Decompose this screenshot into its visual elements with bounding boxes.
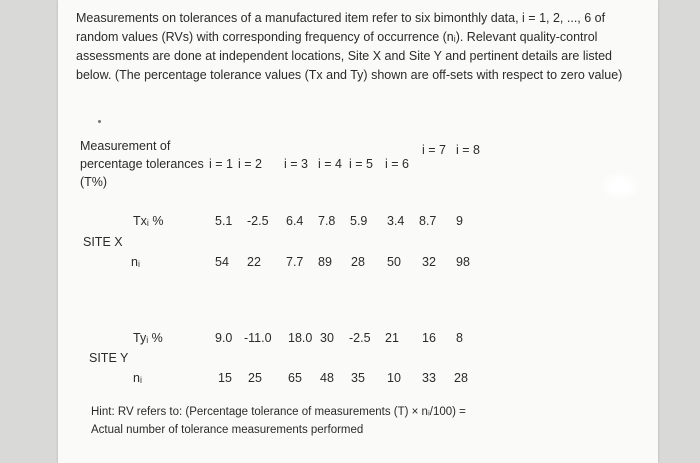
site-y-t-value: 8 <box>456 331 463 345</box>
site-x-t-value: 7.8 <box>318 214 336 228</box>
header-label-line: (T%) <box>80 175 108 189</box>
site-x-t-value: 8.7 <box>419 214 437 228</box>
site-y-n-value: 65 <box>288 371 302 385</box>
intro-line: assessments are done at independent locations, Site X and Site Y and pertinent details are listed <box>76 49 612 63</box>
site-y-t-value: 18.0 <box>288 331 313 345</box>
document-page <box>58 0 658 463</box>
site-y-t-label: Tyᵢ % <box>133 331 163 345</box>
intro-line: Measurements on tolerances of a manufactured item refer to six bimonthly data, i = 1, 2, ..., 6 of <box>76 11 606 25</box>
site-y-t-value: 30 <box>320 331 334 345</box>
site-y-n-value: 10 <box>387 371 401 385</box>
problem-statement <box>76 9 636 85</box>
header-label-line: percentage tolerances <box>80 157 204 171</box>
index-header-7: i = 7 <box>422 143 446 157</box>
hint-text <box>91 403 466 439</box>
site-y-n-value: 28 <box>454 371 468 385</box>
site-x-t-value: 6.4 <box>286 214 304 228</box>
site-y-n-value: 25 <box>248 371 262 385</box>
site-x-t-value: 5.9 <box>350 214 368 228</box>
site-y-label: SITE Y <box>89 351 129 365</box>
site-x-t-label: Txᵢ % <box>133 214 164 228</box>
intro-line: random values (RVs) with corresponding frequency of occurrence (nᵢ). Relevant quality-control <box>76 30 598 44</box>
site-x-n-label: nᵢ <box>131 255 140 269</box>
index-header-4: i = 4 <box>318 157 342 171</box>
hint-line: Actual number of tolerance measurements performed <box>91 424 364 436</box>
light-glare <box>600 172 640 200</box>
index-header-2: i = 2 <box>238 157 262 171</box>
index-header-8: i = 8 <box>456 143 480 157</box>
site-x-t-value: 3.4 <box>387 214 405 228</box>
site-y-n-value: 15 <box>218 371 232 385</box>
site-x-t-value: 9 <box>456 214 463 228</box>
index-header-6: i = 6 <box>385 157 409 171</box>
site-y-t-value: 21 <box>385 331 399 345</box>
site-x-n-value: 54 <box>215 255 229 269</box>
site-y-n-value: 48 <box>320 371 334 385</box>
index-header-3: i = 3 <box>284 157 308 171</box>
site-y-t-value: 16 <box>422 331 436 345</box>
site-y-t-value: -2.5 <box>349 331 371 345</box>
site-x-n-value: 98 <box>456 255 470 269</box>
index-header-1: i = 1 <box>209 157 233 171</box>
site-x-n-value: 28 <box>351 255 365 269</box>
site-y-t-value: 9.0 <box>215 331 233 345</box>
hint-line: Hint: RV refers to: (Percentage tolerance of measurements (T) × nᵢ/100) = <box>91 406 466 418</box>
site-x-n-value: 50 <box>387 255 401 269</box>
site-y-t-value: -11.0 <box>244 331 272 345</box>
site-x-n-value: 7.7 <box>286 255 304 269</box>
site-x-t-value: -2.5 <box>247 214 269 228</box>
site-x-n-value: 22 <box>247 255 261 269</box>
site-x-label: SITE X <box>83 235 123 249</box>
site-y-n-value: 35 <box>351 371 365 385</box>
index-header-5: i = 5 <box>349 157 373 171</box>
site-x-t-value: 5.1 <box>215 214 233 228</box>
header-label-line: Measurement of <box>80 139 171 153</box>
site-y-n-label: nᵢ <box>133 371 142 385</box>
site-x-n-value: 89 <box>318 255 332 269</box>
intro-line: below. (The percentage tolerance values (Tx and Ty) shown are off-sets with respect to zero value) <box>76 68 623 82</box>
stray-mark <box>98 120 101 123</box>
site-x-n-value: 32 <box>422 255 436 269</box>
site-y-n-value: 33 <box>422 371 436 385</box>
